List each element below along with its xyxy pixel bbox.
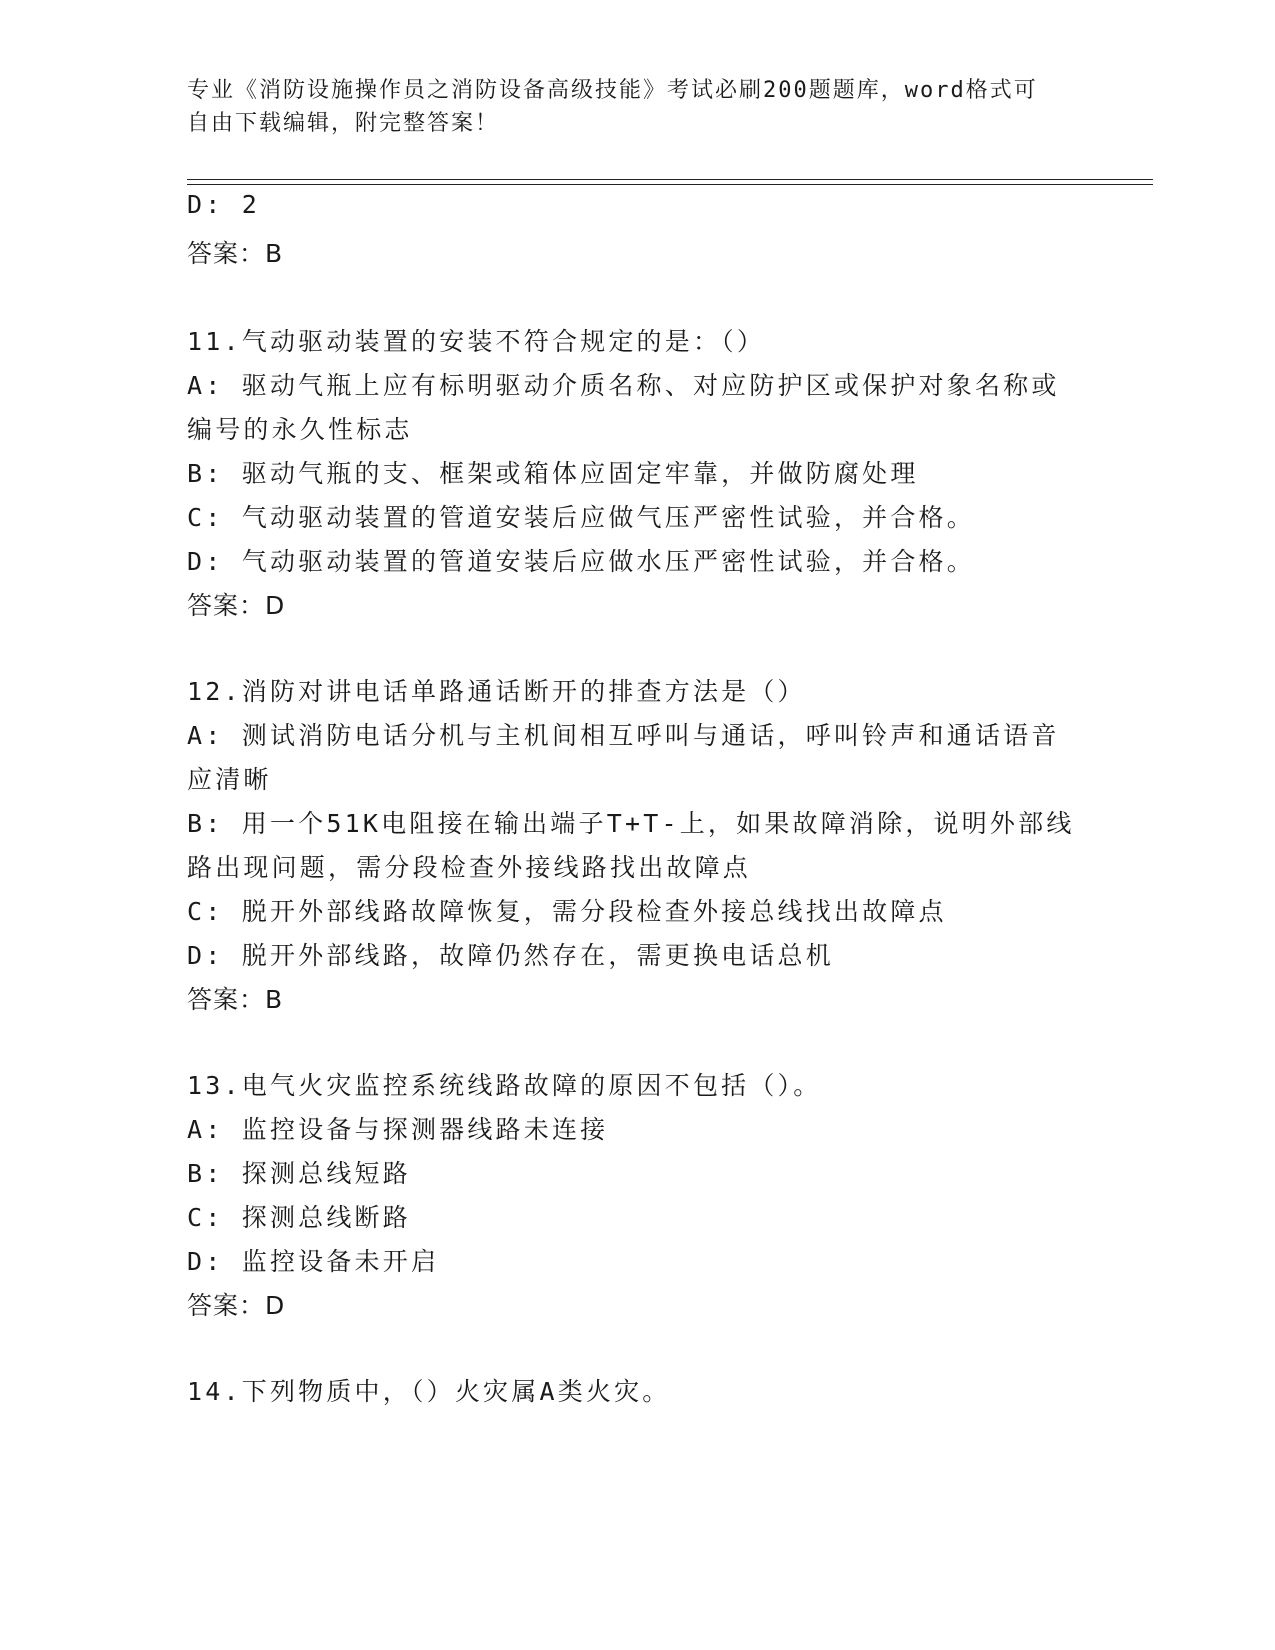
prev-answer: 答案：B: [187, 239, 284, 268]
header-line-2: 自由下载编辑，附完整答案！: [187, 111, 500, 136]
q12-option-b-line1: B: 用一个51K电阻接在输出端子T+T-上，如果故障消除，说明外部线: [187, 809, 1075, 838]
q12-option-a-line2: 应清晰: [187, 765, 272, 794]
q11-option-a-line1: A: 驱动气瓶上应有标明驱动介质名称、对应防护区或保护对象名称或: [187, 371, 1060, 400]
document-header: [187, 74, 1087, 140]
q12-option-d: D: 脱开外部线路，故障仍然存在，需更换电话总机: [187, 941, 834, 970]
q12-option-c: C: 脱开外部线路故障恢复，需分段检查外接总线找出故障点: [187, 897, 947, 926]
header-divider-bottom: [187, 184, 1153, 185]
q12-question: 12.消防对讲电话单路通话断开的排查方法是（）: [187, 677, 806, 706]
q13-answer: 答案：D: [187, 1291, 286, 1320]
q11-answer: 答案：D: [187, 591, 286, 620]
q12-answer: 答案：B: [187, 985, 284, 1014]
q13-option-b: B: 探测总线短路: [187, 1159, 411, 1188]
q11-question: 11.气动驱动装置的安装不符合规定的是：（）: [187, 327, 766, 356]
q12-option-a-line1: A: 测试消防电话分机与主机间相互呼叫与通话，呼叫铃声和通话语音: [187, 721, 1060, 750]
q14-question: 14.下列物质中，（）火灾属A类火灾。: [187, 1377, 671, 1406]
q13-option-d: D: 监控设备未开启: [187, 1247, 440, 1276]
q13-option-a: A: 监控设备与探测器线路未连接: [187, 1115, 609, 1144]
q13-question: 13.电气火灾监控系统线路故障的原因不包括（）。: [187, 1071, 822, 1100]
q11-option-c: C: 气动驱动装置的管道安装后应做气压严密性试验，并合格。: [187, 503, 975, 532]
q11-option-b: B: 驱动气瓶的支、框架或箱体应固定牢靠，并做防腐处理: [187, 459, 919, 488]
header-line-1: 专业《消防设施操作员之消防设备高级技能》考试必刷200题题库，word格式可: [187, 78, 1038, 103]
q11-option-a-line2: 编号的永久性标志: [187, 415, 413, 444]
header-divider-top: [187, 179, 1153, 180]
prev-option-d: D: 2: [187, 190, 261, 219]
q11-option-d: D: 气动驱动装置的管道安装后应做水压严密性试验，并合格。: [187, 547, 975, 576]
q12-option-b-line2: 路出现问题，需分段检查外接线路找出故障点: [187, 853, 752, 882]
q13-option-c: C: 探测总线断路: [187, 1203, 411, 1232]
